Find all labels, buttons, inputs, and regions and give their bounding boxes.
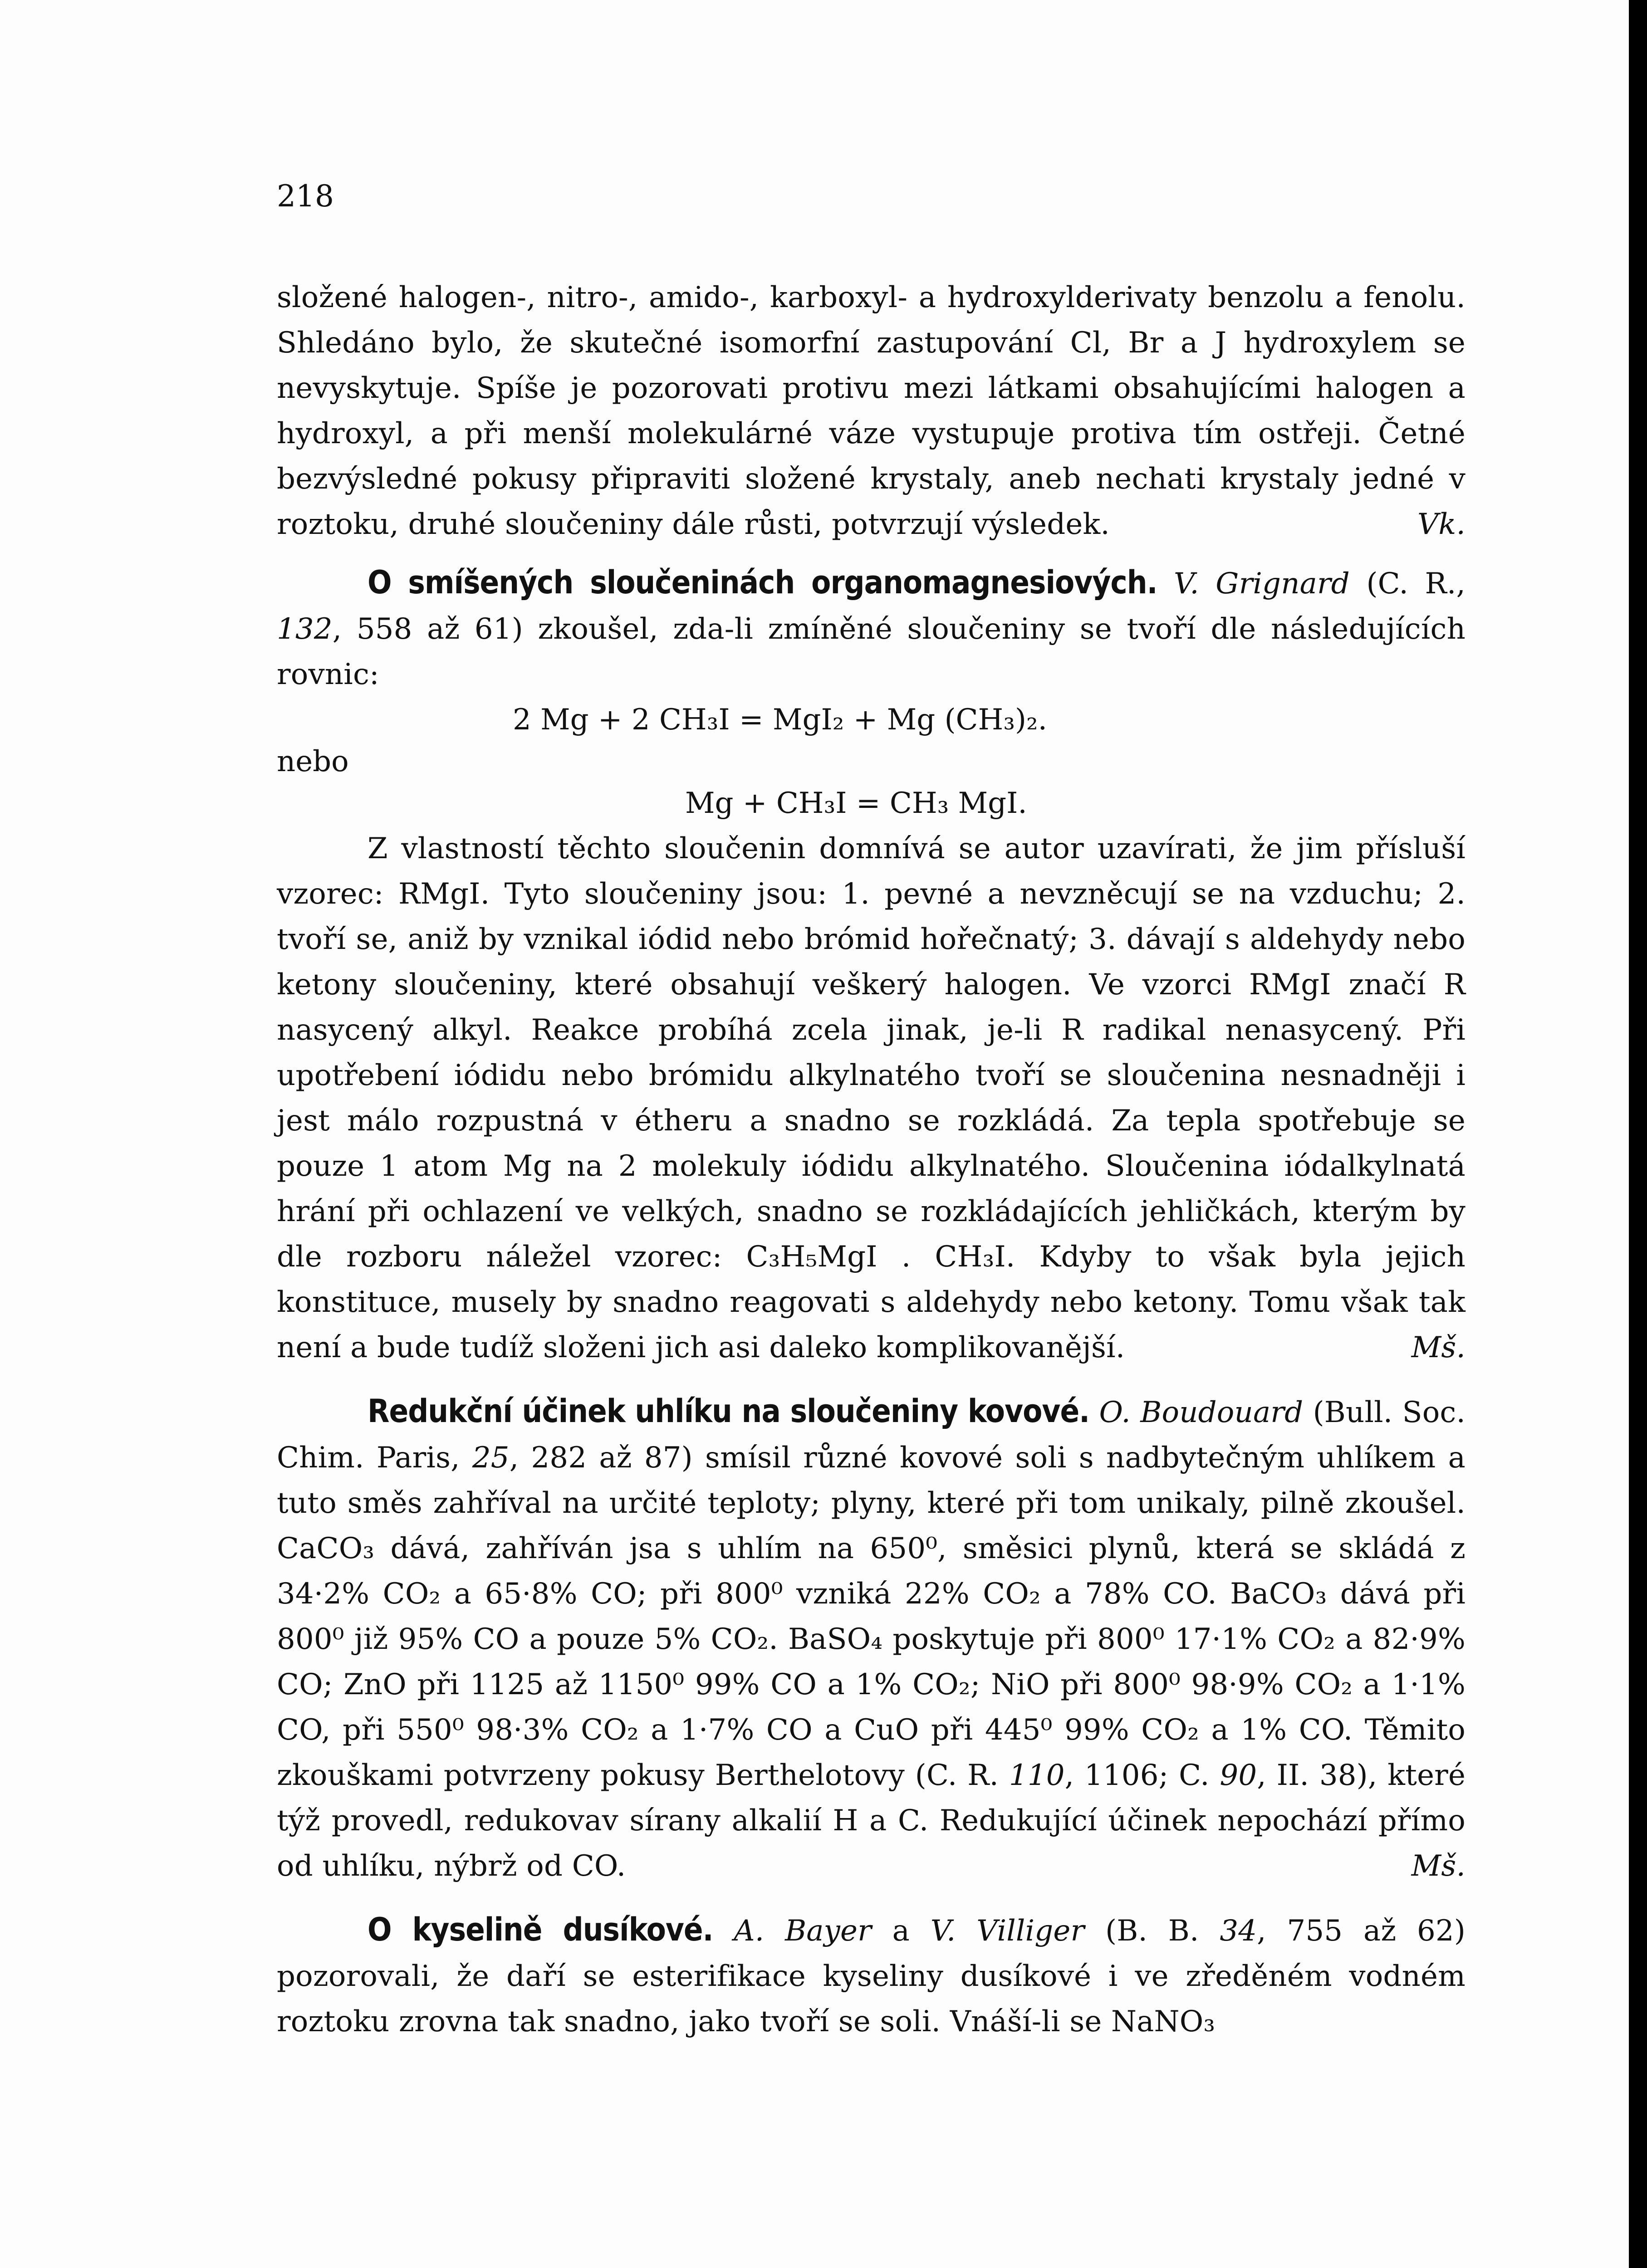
reference-prefix: (B. B. <box>1084 1914 1220 1948</box>
reference-text: , 558 až 61) zkoušel, zda-li zmíněné sloučeniny se tvoří dle následujících rovnic: <box>277 612 1466 691</box>
conjunction: a <box>871 1914 931 1948</box>
reference-prefix: (C. R., <box>1366 567 1466 601</box>
article-body <box>277 826 1466 1370</box>
reference-volume: 34 <box>1220 1914 1257 1948</box>
article-grignard <box>277 560 1466 697</box>
paragraph-text: složené halogen-, nitro-, amido-, karboxyl- a hydroxylderivaty benzolu a fenolu. Shledáno bylo, že skutečné isomorfní zastupování Cl, Br a J hydroxylem se nevyskytuje. Spíše je pozorovati protivu mezi látkami obsahujícími halogen a hydroxyl, a při menší molekulárné váze vystupuje protiva tím ostřeji. Četné bezvýsledné pokusy připraviti složené krystaly, aneb nechati krystaly jedné v roztoku, druhé sloučeniny dále růsti, potvrzují výsledek. <box>277 281 1466 541</box>
equation-2: Mg + CH₃I = CH₃ MgI. <box>685 787 1027 820</box>
page-text <box>277 181 1466 2044</box>
article-author: A. Bayer <box>734 1914 872 1948</box>
reference-volume: 110 <box>1009 1759 1065 1792</box>
equation-1: 2 Mg + 2 CH₃I = MgI₂ + Mg (CH₃)₂. <box>513 703 1047 737</box>
article-title: O kyselině dusíkové. <box>368 1911 713 1948</box>
article-title: O smíšených sloučeninách organomagnesiových. <box>368 564 1157 601</box>
reference-volume: 25 <box>472 1441 510 1475</box>
article-author: V. Grignard <box>1174 567 1350 601</box>
author-signature: Mš. <box>1411 1849 1466 1883</box>
paragraph-continued <box>277 275 1466 547</box>
article-author: V. Villiger <box>930 1914 1085 1948</box>
reference-volume: 132 <box>277 612 333 646</box>
equation-connector: nebo <box>277 745 349 778</box>
author-signature: Mš. <box>1411 1331 1466 1364</box>
article-body-text: Z vlastností těchto sloučenin domnívá se autor uzavírati, že jim přísluší vzorec: RMgI. Tyto sloučeniny jsou: 1. pevné a nevzněcují se na vzduchu; 2. tvoří se, aniž by vznikal iódid nebo brómid hořečnatý; 3. dávají s aldehydy nebo ketony sloučeniny, které obsahují veškerý halogen. Ve vzorci RMgI značí R nasycený alkyl. Reakce probíhá zcela jinak, je-li R radikal nenasycený. Při upotřebení iódidu nebo brómidu alkylnatého tvoří se sloučenina nesnadněji i jest málo rozpustná v étheru a snadno se rozkládá. Za tepla spotřebuje se pouze 1 atom Mg na 2 molekuly iódidu alkylnatého. Sloučenina iódalkylnatá hrání při ochlazení ve velkých, snadno se rozkládajících jehličkách, kterým by dle rozboru náležel vzorec: C₃H₅MgI . CH₃I. Kdyby to však byla jejich konstituce, musely by snadno reagovati s aldehydy nebo ketony. Tomu však tak není a bude tudíž složeni jich asi daleko komplikovanější. <box>277 832 1466 1364</box>
reference-prefix: (Bull. Soc. Chim. Paris, <box>277 1396 1466 1475</box>
reference-text: , 1106; C. <box>1064 1759 1220 1792</box>
article-author: O. Boudouard <box>1099 1396 1304 1429</box>
article-boudouard <box>277 1388 1466 1889</box>
article-body-text: , 282 až 87) smísil různé kovové soli s nadbytečným uhlíkem a tuto směs zahříval na určité teploty; plyny, které při tom unikaly, pilně zkoušel. CaCO₃ dává, zahříván jsa s uhlím na 650⁰, směsici plynů, která se skládá z 34·2% CO₂ a 65·8% CO; při 800⁰ vzniká 22% CO₂ a 78% CO. BaCO₃ dává při 800⁰ již 95% CO a pouze 5% CO₂. BaSO₄ poskytuje při 800⁰ 17·1% CO₂ a 82·9% CO; ZnO při 1125 až 1150⁰ 99% CO a 1% CO₂; NiO při 800⁰ 98·9% CO₂ a 1·1% CO, při 550⁰ 98·3% CO₂ a 1·7% CO a CuO při 445⁰ 99% CO₂ a 1% CO. Těmito zkouškami potvrzeny pokusy Berthelotovy (C. R. <box>277 1441 1466 1792</box>
article-title: Redukční účinek uhlíku na sloučeniny kovové. <box>368 1393 1090 1430</box>
article-body-text: , 755 až 62) pozorovali, že daří se esterifikace kyseliny dusíkové i ve zředěném vodném roztoku zrovna tak snadno, jako tvoří se soli. Vnáší-li se NaNO₃ <box>277 1914 1466 2038</box>
author-signature: Vk. <box>1417 508 1466 541</box>
page-number: 218 <box>277 179 334 214</box>
article-bayer-villiger <box>277 1907 1466 2044</box>
scan-border-right <box>1629 0 1647 2268</box>
reference-volume: 90 <box>1220 1759 1257 1792</box>
article-body-text: , II. 38), které týž provedl, redukovav sírany alkalií H a C. Redukující účinek nepochází přímo od uhlíku, nýbrž od CO. <box>277 1759 1466 1883</box>
